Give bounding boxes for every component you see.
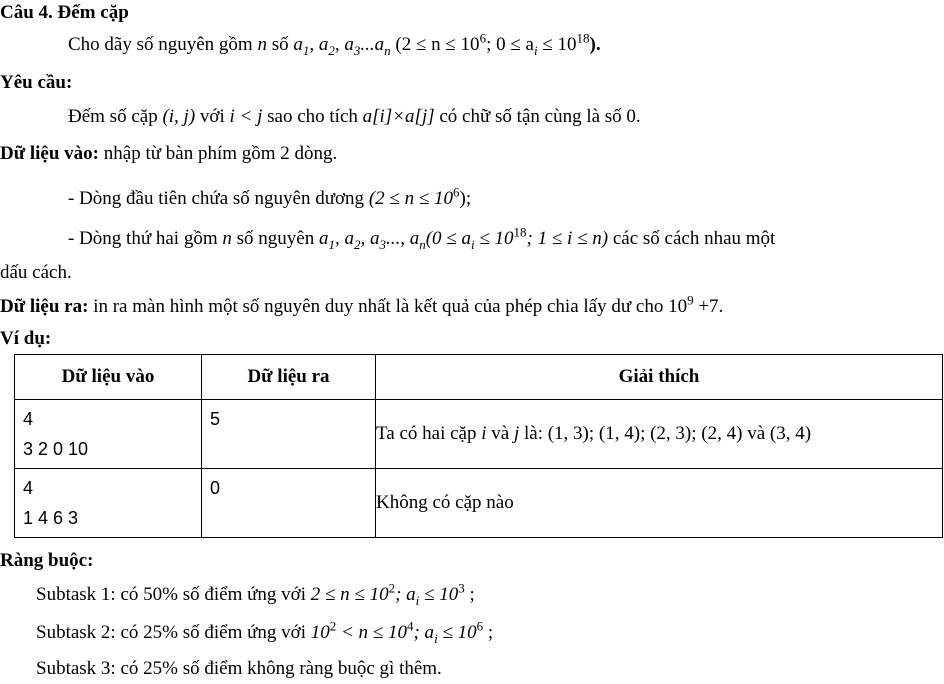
input-line-2: - Dòng thứ hai gồm n số nguyên $a_1$, $a_2$, $a_3$..., $a_n(0 \le a_i \le 10^{18}$; 1 ≤ i ≤ n) các số cách nhau một — [68, 224, 776, 252]
intro-line — [68, 30, 601, 58]
input-line-2-cont: dấu cách. — [0, 262, 72, 283]
table-cell-output: 0 — [202, 469, 376, 538]
table-cell-explanation: Không có cặp nào — [376, 469, 943, 538]
example-label: Ví dụ: — [0, 328, 52, 349]
table-cell-input: 4 1 4 6 3 — [15, 469, 202, 538]
table-header: Dữ liệu ra — [202, 355, 376, 400]
table-cell-output: 5 — [202, 400, 376, 469]
page-title: Câu 4. Đếm cặp — [0, 2, 129, 23]
requirement-text: Đếm số cặp (i, j) với i < j sao cho tích a[i]×a[j] có chữ số tận cùng là số 0. — [68, 106, 641, 127]
table-header: Dữ liệu vào — [15, 355, 202, 400]
constraints-label: Ràng buộc: — [0, 550, 94, 571]
intro-n: n — [257, 34, 267, 55]
table-cell-explanation: Ta có hai cặp i và j là: (1, 3); (1, 4); (2, 3); (2, 4) và (3, 4) — [376, 400, 943, 469]
intro-prefix: Cho dãy số nguyên gồm — [68, 34, 258, 55]
requirement-label: Yêu cầu: — [0, 72, 73, 93]
subtask-3: Subtask 3: có 25% số điểm không ràng buộc gì thêm. — [36, 658, 442, 679]
table-header: Giải thích — [376, 355, 943, 400]
intro-range: ($2 \le n \le 10^6$; $0 \le a_i \le 10^{18}$). — [395, 30, 601, 58]
table-header-row — [15, 355, 943, 400]
input-heading: Dữ liệu vào: nhập từ bàn phím gồm 2 dòng. — [0, 143, 338, 164]
table-row — [15, 400, 943, 469]
subtask-1: Subtask 1: có 50% số điểm ứng với $2 \le n \le 10^2$; $a_i \le 10^3$ ; — [36, 580, 475, 608]
table-cell-input: 4 3 2 0 10 — [15, 400, 202, 469]
output-heading: Dữ liệu ra: in ra màn hình một số nguyên duy nhất là kết quả của phép chia lấy dư cho $10^9 +7$. — [0, 292, 724, 317]
intro-mid: số — [266, 34, 294, 55]
intro-seq: $a_1$, $a_2$, $a_3...a_n$ — [293, 34, 391, 58]
input-line-1: - Dòng đầu tiên chứa số nguyên dương $(2 \le n \le 10^6)$; — [68, 184, 472, 209]
table-row — [15, 469, 943, 538]
example-table — [14, 354, 943, 538]
subtask-2: Subtask 2: có 25% số điểm ứng với $10^2 < n \le 10^4$; $a_i \le 10^6$ ; — [36, 618, 494, 646]
